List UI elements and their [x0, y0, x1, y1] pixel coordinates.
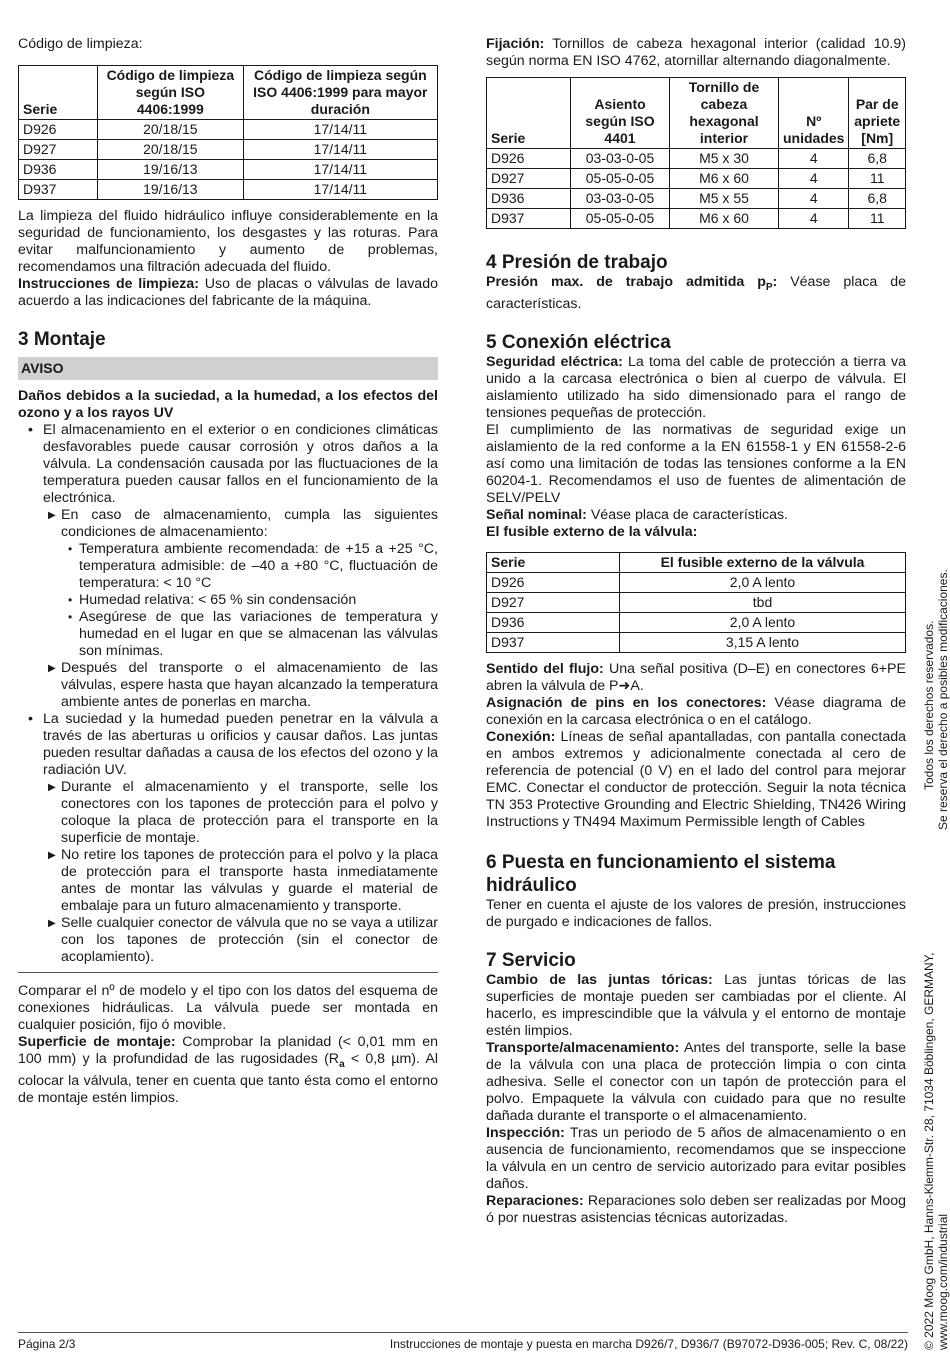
list-item — [18, 507, 438, 541]
cleanliness-table — [18, 65, 438, 200]
right-column — [486, 36, 906, 1227]
table-row — [487, 612, 906, 632]
table-cell: 03-03-0-05 — [571, 189, 670, 209]
table-cell: tbd — [620, 592, 906, 612]
max-pressure-text: Véase placa de características. — [486, 274, 906, 312]
table-cell: 05-05-0-05 — [571, 209, 670, 229]
section-4-title: 4 Presión de trabajo — [486, 252, 668, 273]
connection-label: Conexión: — [486, 728, 556, 745]
list-item-text: • La suciedad y la humedad pueden penetrar en la válvula a través de las aberturas u orificios y causar daños. Las juntas pueden resultar dañadas a causa de los efectos del ozono y la radiación UV. — [43, 711, 438, 778]
page-number: Página 2/3 — [18, 1337, 76, 1351]
cleaning-instructions-label: Instrucciones de limpieza: — [18, 276, 199, 292]
fixing-text: Tornillos de cabeza hexagonal interior (calidad 10.9) según norma EN ISO 4762, atornillar alternando diagonalmente. — [486, 36, 906, 69]
repairs-label: Reparaciones: — [486, 1192, 584, 1209]
table-header: Serie — [19, 66, 98, 120]
table-cell: 3,15 A lento — [620, 632, 906, 652]
table-row — [19, 120, 438, 140]
table-cell: 17/14/11 — [243, 140, 437, 160]
list-item — [18, 847, 438, 915]
table-row — [487, 169, 906, 189]
compare-paragraph: Comparar el nº de modelo y el tipo con los datos del esquema de conexiones hidráulicas. La válvula puede ser montada en cualquier posición, fijo ó movible. — [18, 983, 438, 1033]
table-cell: 4 — [779, 169, 849, 189]
table-cell: 4 — [779, 189, 849, 209]
o-ring-text: Las juntas tóricas de las superficies de montaje pueden ser cambiadas por el cliente. Al hacerlo, es imprescindible que la válvula y el entorno de montaje estén limpios. — [486, 971, 906, 1039]
list-item — [18, 422, 438, 507]
notice-bar: AVISO — [18, 357, 438, 380]
table-cell: 4 — [779, 209, 849, 229]
connection — [486, 729, 906, 831]
list-item — [18, 609, 438, 660]
table-row — [487, 209, 906, 229]
inspection-label: Inspección: — [486, 1124, 565, 1141]
nominal-signal — [486, 507, 906, 524]
table-cell: 05-05-0-05 — [571, 169, 670, 189]
table-header: Par de apriete [Nm] — [849, 78, 906, 149]
repairs-text: Reparaciones solo deben ser realizadas por Moog ó por nuestras asistencias técnicas autorizadas. — [486, 1192, 906, 1226]
table-cell: D936 — [487, 189, 571, 209]
list-item-text: • Temperatura ambiente recomendada: de +15 a +25 °C, temperatura admisible: de –40 a +80 °C, fluctuación de temperatura: < 10 °C — [79, 541, 438, 591]
fuse-heading: El fusible externo de la válvula: — [486, 523, 698, 540]
pin-assignment-label: Asignación de pins en los conectores: — [486, 694, 767, 711]
table-row — [487, 632, 906, 652]
list-item — [18, 660, 438, 711]
o-ring-change — [486, 972, 906, 1040]
list-item — [18, 779, 438, 847]
table-cell: 2,0 A lento — [620, 612, 906, 632]
fuse-table — [486, 552, 906, 653]
table-cell: D926 — [19, 120, 98, 140]
table-cell: M6 x 60 — [670, 209, 779, 229]
table-row — [487, 572, 906, 592]
list-item-text: ▶ Durante el almacenamiento y el transporte, selle los conectores con los tapones de protección para el polvo y coloque la placa de protección para el transporte en la superficie de montaje. — [61, 779, 438, 846]
flow-direction-text: Una señal positiva (D–E) en conectores 6+PE abren la válvula de P➜A. — [486, 660, 906, 694]
table-cell: 20/18/15 — [98, 120, 244, 140]
fixing-paragraph — [486, 36, 906, 70]
max-pressure — [486, 274, 906, 313]
list-item-text: ▶ En caso de almacenamiento, cumpla las siguientes condiciones de almacenamiento: — [61, 507, 438, 540]
table-cell: 2,0 A lento — [620, 572, 906, 592]
list-item — [18, 592, 438, 609]
pressure-subscript: P — [765, 281, 773, 293]
transport-text: Antes del transporte, selle la base de la válvula con una placa de protección limpia o con cinta adhesiva. Selle el conector con un tapón de protección para el polvo. Empaquete la válvula con cuidado para que no resulte dañada durante el transporte o el almacenamiento. — [486, 1039, 906, 1124]
website: www.moog.com/industrial — [936, 1213, 950, 1350]
cleaning-instructions-text: Uso de placas o válvulas de lavado acuerdo a las indicaciones del fabricante de la máquina. — [18, 276, 438, 309]
electrical-safety-text: La toma del cable de protección a tierra va unido a la carcasa electrónica o bien al cuerpo de válvula. El aislamiento utilizado ha sido dimensionado para el rango de tensiones pequeñas de protección. — [486, 353, 906, 421]
table-cell: 17/14/11 — [243, 120, 437, 140]
commissioning-text: Tener en cuenta el ajuste de los valores de presión, instrucciones de purgado e indicaciones de fallos. — [486, 896, 906, 930]
connection-text: Líneas de señal apantalladas, con pantalla conectada en ambos extremos y adicionalmente conectada al cero de referencia de potencial (0 V) en el lado del control para mejorar EMC. Conectar el conductor de protección. Seguir la nota técnica TN 353 Protective Grounding and Electric Shielding, TN426 Wiring Instructions y TN494 Maximum Permissible length of Cables — [486, 728, 906, 830]
table-cell: M5 x 30 — [670, 149, 779, 169]
list-item-text: ▶ No retire los tapones de protección para el polvo y la placa de protección para el transporte hasta inmediatamente antes de montar las válvulas y guarde el material de embalaje para un futuro almacenamiento y transporte. — [61, 847, 438, 914]
mounting-surface — [18, 1034, 438, 1107]
table-cell: 19/16/13 — [98, 180, 244, 200]
section-6-title: 6 Puesta en funcionamiento el sistema hidráulico — [486, 851, 836, 896]
warning-heading: Daños debidos a la suciedad, a la humedad, a los efectos del ozono y a los rayos UV — [18, 388, 438, 421]
table-cell: 20/18/15 — [98, 140, 244, 160]
table-cell: D936 — [19, 160, 98, 180]
repairs — [486, 1193, 906, 1227]
warning-list — [18, 422, 438, 966]
table-cell: 17/14/11 — [243, 160, 437, 180]
table-cell: 4 — [779, 149, 849, 169]
list-item — [18, 915, 438, 966]
table-cell: 6,8 — [849, 189, 906, 209]
table-cell: M6 x 60 — [670, 169, 779, 189]
list-item-text: • Humedad relativa: < 65 % sin condensación — [79, 592, 357, 608]
cleanliness-label: Código de limpieza: — [18, 36, 143, 52]
list-item-text: • Asegúrese de que las variaciones de temperatura y humedad en el lugar en que se almacenan las válvulas son mínimas. — [79, 609, 438, 659]
pin-assignment-text: Véase diagrama de conexión en la carcasa electrónica o en el catálogo. — [486, 694, 907, 728]
table-cell: 11 — [849, 169, 906, 189]
table-row — [487, 149, 906, 169]
table-header: Nº unidades — [779, 78, 849, 149]
fixing-label: Fijación: — [486, 36, 545, 52]
list-item-text: ▶ Después del transporte o el almacenamiento de las válvulas, espere hasta que hayan alcanzado la temperatura ambiente antes de ponerlas en marcha. — [61, 660, 438, 710]
table-cell: D926 — [487, 572, 620, 592]
table-row — [487, 592, 906, 612]
table-cell: D936 — [487, 612, 620, 632]
table-cell: D927 — [19, 140, 98, 160]
footer — [18, 1332, 908, 1353]
list-item-text: • El almacenamiento en el exterior o en condiciones climáticas desfavorables puede causar corrosión y otros daños a la válvula. La condensación causada por las fluctuaciones de la temperatura pueden causar fallos en el funcionamiento de la electrónica. — [43, 422, 438, 506]
mounting-surface-text-end: < 0,8 µm). Al colocar la válvula, tener en cuenta que tanto ésta como el entorno de montaje estén limpios. — [18, 1051, 438, 1106]
table-cell: D937 — [19, 180, 98, 200]
transport-label: Transporte/almacenamiento: — [486, 1039, 680, 1056]
table-row — [487, 189, 906, 209]
table-header: Código de limpieza según ISO 4406:1999 para mayor duración — [243, 66, 437, 120]
table-header: Serie — [487, 552, 620, 572]
section-5-title: 5 Conexión eléctrica — [486, 331, 671, 353]
nominal-signal-label: Señal nominal: — [486, 506, 587, 523]
list-item — [18, 711, 438, 779]
o-ring-label: Cambio de las juntas tóricas: — [486, 971, 713, 988]
table-cell: D927 — [487, 592, 620, 612]
table-cell: 17/14/11 — [243, 180, 437, 200]
cleanliness-paragraph: La limpieza del fluido hidráulico influye considerablemente en la seguridad de funcionamiento, los desgastes y las roturas. Para evitar malfuncionamiento y aumento de problemas, recomendamos una filtración adecuada del fluido. — [18, 208, 438, 275]
pin-assignment — [486, 695, 906, 729]
roughness-subscript: a — [339, 1058, 345, 1070]
section-7-title: 7 Servicio — [486, 949, 576, 971]
table-row — [19, 180, 438, 200]
table-cell: 6,8 — [849, 149, 906, 169]
table-row — [19, 140, 438, 160]
left-column — [18, 36, 438, 1107]
table-cell: 11 — [849, 209, 906, 229]
max-pressure-label: Presión max. de trabajo admitida p — [486, 274, 766, 290]
table-header: Tornillo de cabeza hexagonal interior — [670, 78, 779, 149]
bolt-table — [486, 77, 906, 229]
inspection — [486, 1125, 906, 1193]
table-cell: D927 — [487, 169, 571, 189]
nominal-signal-text: Véase placa de características. — [586, 506, 788, 523]
table-cell: D937 — [487, 632, 620, 652]
table-cell: 03-03-0-05 — [571, 149, 670, 169]
list-item-text: ▶ Selle cualquier conector de válvula que no se vaya a utilizar con los tapones de protección (sin el conector de acoplamiento). — [61, 915, 438, 965]
table-header: Serie — [487, 78, 571, 149]
flow-direction-label: Sentido del flujo: — [486, 660, 604, 677]
section-3-title: 3 Montaje — [18, 329, 106, 350]
transport-storage — [486, 1040, 906, 1125]
modifications-note: Se reserva el derecho a posibles modificaciones. — [936, 569, 950, 830]
electrical-safety-label: Seguridad eléctrica: — [486, 353, 623, 370]
norms-paragraph: El cumplimiento de las normativas de seguridad exige un aislamiento de la red conforme a la EN 61558-1 y EN 61558-2-6 así como una limitación de todas las tensiones conforme a la EN 60204-1. Recomendamos el uso de fuentes de alimentación de SELV/PELV — [486, 421, 906, 506]
flow-direction — [486, 661, 906, 695]
table-row — [19, 160, 438, 180]
table-cell: D937 — [487, 209, 571, 229]
table-cell: 19/16/13 — [98, 160, 244, 180]
rights-reserved: Todos los derechos reservados. — [922, 620, 936, 790]
mounting-surface-text: Comprobar la planidad (< 0,01 mm en 100 mm) y la profundidad de las rugosidades (R — [18, 1034, 439, 1067]
vertical-sidebar — [922, 569, 950, 1350]
electrical-safety — [486, 354, 906, 422]
table-header: Código de limpieza según ISO 4406:1999 — [98, 66, 244, 120]
max-pressure-colon: : — [772, 274, 778, 290]
table-cell: M5 x 55 — [670, 189, 779, 209]
list-item — [18, 541, 438, 592]
mounting-surface-label: Superficie de montaje: — [18, 1034, 176, 1050]
table-header: El fusible externo de la válvula — [620, 552, 906, 572]
table-cell: D926 — [487, 149, 571, 169]
cleaning-instructions — [18, 276, 438, 310]
document-reference: Instrucciones de montaje y puesta en marcha D926/7, D936/7 (B97072-D936-005; Rev. C, 08/22) — [389, 1337, 908, 1351]
copyright: © 2022 Moog GmbH, Hanns-Klemm-Str. 28, 71034 Böblingen, GERMANY, — [922, 952, 936, 1350]
inspection-text: Tras un periodo de 5 años de almacenamiento o en ausencia de funcionamiento, recomendamos que se inspeccione la válvula en un centro de servicio autorizado para evitar posibles daños. — [486, 1124, 906, 1192]
table-header: Asiento según ISO 4401 — [571, 78, 670, 149]
